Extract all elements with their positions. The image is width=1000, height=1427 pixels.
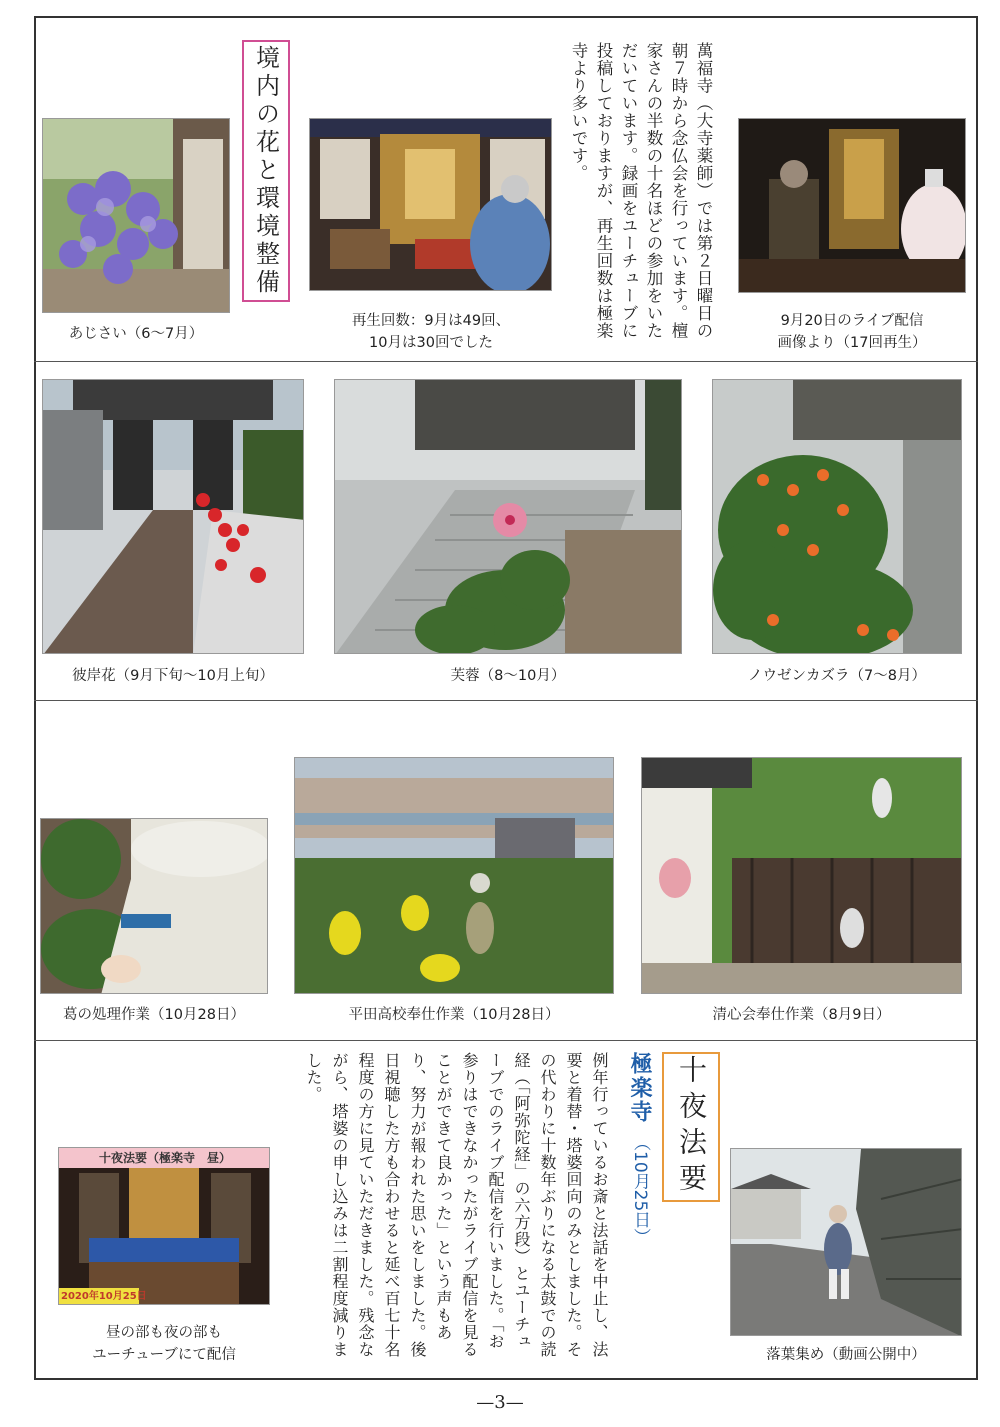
divider-3 (34, 1040, 978, 1041)
page-number: —3— (476, 1392, 524, 1413)
divider-2 (34, 700, 978, 701)
caption-live: 9月20日のライブ配信 画像より（17回再生） (777, 313, 927, 351)
divider-1 (34, 361, 978, 362)
section1-body: 萬福寺（大寺薬師）では第２日曜日の朝７時から念仏会を行っています。檀家さんの半数の十名ほどの参加をいただいています。録画をユーチューブに投稿しておりますが、再生回数は極楽寺より多いです。 (569, 42, 713, 340)
section4-title (662, 1052, 720, 1202)
section4-body: 例年行っているお斎と法話を中止し、法要と着替・塔婆回向のみとしました。その代わりに十数年ぶりになる太鼓での読経（「阿弥陀経」の六方段）とユーチューブでのライブ配信を行いました。「お参りはできなかったがライブ配信を見ることができて良かった」という声もあり、努力が報われた思いをしました。後日視聴した方も合わせると延べ百七十名程度の方に見ていただきました。残念ながら、塔婆の申し込みは二割程度減りました。 (304, 1052, 609, 1358)
photo-seishin (641, 757, 962, 994)
juya-photo-date: 2020年10月25日 (61, 1291, 147, 1302)
caption-fuyo: 芙蓉（8〜10月） (450, 668, 566, 684)
photo-ajisai (42, 118, 230, 313)
caption-seishin: 清心会奉仕作業（8月9日） (712, 1007, 891, 1023)
caption-ajisai: あじさい（6〜7月） (68, 326, 204, 342)
caption-rakuyo: 落葉集め（動画公開中） (766, 1347, 926, 1363)
section4-temple: 極楽寺 (627, 1052, 652, 1124)
juya-banner: 十夜法要（極楽寺 昼） (98, 1151, 231, 1165)
photo-altar-1 (309, 118, 552, 291)
photo-juya (58, 1147, 270, 1305)
caption-higanbana: 彼岸花（9月下旬〜10月上旬） (72, 668, 274, 684)
photo-kuzu (40, 818, 268, 994)
photo-nouzen (712, 379, 962, 654)
caption-playcount: 再生回数：9月は49回、 10月は30回でした (351, 313, 511, 351)
photo-rakuyo (730, 1148, 962, 1336)
section4-title-text: 十夜法要 (675, 1055, 708, 1199)
section1-title-text: 境内の花と環境整備 (251, 45, 280, 297)
caption-nouzen: ノウゼンカズラ（7〜8月） (748, 668, 926, 684)
photo-fuyo (334, 379, 682, 654)
photo-higanbana (42, 379, 304, 654)
section4-date: （10月25日） (630, 1134, 650, 1246)
caption-kuzu: 葛の処理作業（10月28日） (63, 1007, 245, 1023)
photo-live-stream (738, 118, 966, 293)
caption-hirata: 平田高校奉仕作業（10月28日） (348, 1007, 560, 1023)
caption-juya: 昼の部も夜の部も ユーチューブにて配信 (92, 1325, 236, 1363)
photo-hirata (294, 757, 614, 994)
section1-title (242, 40, 290, 302)
